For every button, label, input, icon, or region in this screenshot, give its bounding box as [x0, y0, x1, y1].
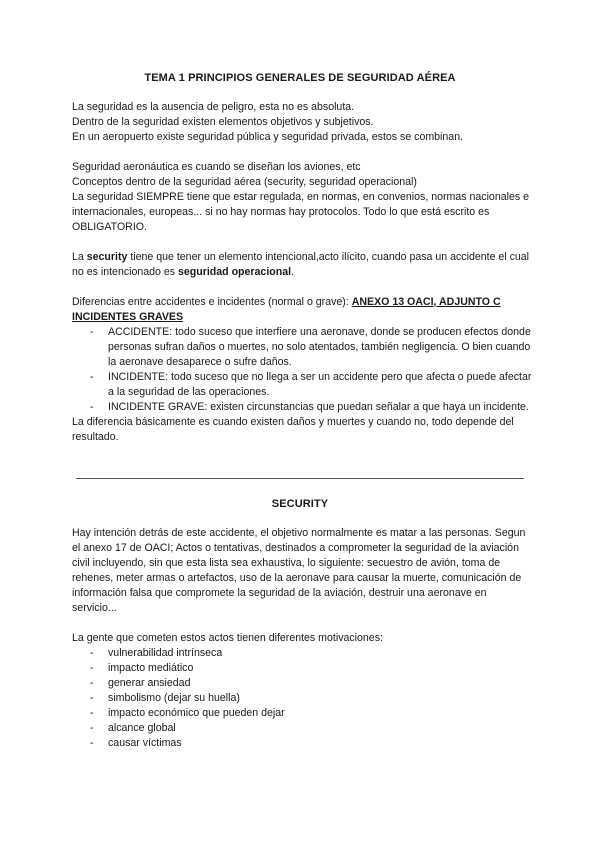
- list-item: - simbolismo (dejar su huella): [72, 691, 532, 706]
- list-item: - INCIDENTE GRAVE: existen circunstancias que puedan señalar a que haya un incidente.: [72, 400, 532, 415]
- security-paragraph: La security tiene que tener un elemento intencional,acto ilícito, cuando pasa un accidente el cual no es intencionado es seguridad operacional.: [72, 251, 530, 278]
- list-item: - impacto económico que pueden dejar: [72, 706, 532, 721]
- paragraph: Dentro de la seguridad existen elementos objetivos y subjetivos.: [72, 116, 374, 128]
- differences-lead: Diferencias entre accidentes e incidentes (normal o grave): ANEXO 13 OACI, ADJUNTO C INCIDENTES GRAVES: [72, 296, 501, 323]
- paragraph: Hay intención detrás de este accidente, el objetivo normalmente es matar a las personas. Segun el anexo 17 de OACI; Actos o tentativas, destinados a comprometer la seguridad de la aviación civil incluyendo, sin que esta lista sea exhaustiva, lo siguiente: secuestro de avión, toma de rehenes, meter armas o artefactos, uso de la aeronave para causar la muerte, comunicación de información falsa que compromete la seguridad de la aviación, destruir una aeronave en servicio...: [72, 527, 526, 614]
- list-item: - generar ansiedad: [72, 676, 532, 691]
- paragraph: Conceptos dentro de la seguridad aérea (security, seguridad operacional): [72, 176, 417, 188]
- paragraph: La seguridad SIEMPRE tiene que estar regulada, en normas, en convenios, normas nacionales e internacionales, europeas... si no hay normas hay protocolos. Todo lo que está escrito es OBLIGATORIO.: [72, 191, 529, 233]
- motivations-list: [72, 646, 532, 751]
- differences-list: [72, 325, 532, 415]
- paragraph: Seguridad aeronáutica es cuando se diseñan los aviones, etc: [72, 161, 361, 173]
- paragraph: En un aeropuerto existe seguridad pública y seguridad privada, estos se combinan.: [72, 131, 464, 143]
- annex-reference: ANEXO 13 OACI, ADJUNTO C INCIDENTES GRAVES: [72, 296, 501, 323]
- list-item: - INCIDENTE: todo suceso que no llega a ser un accidente pero que afecta o puede afectar a la seguridad de las operaciones.: [72, 370, 532, 400]
- body-section-1: [72, 100, 532, 445]
- list-item: - vulnerabilidad intrínseca: [72, 646, 532, 661]
- paragraph: La diferencia básicamente es cuando existen daños y muertes y cuando no, todo depende del resultado.: [72, 416, 514, 443]
- list-item: - ACCIDENTE: todo suceso que interfiere una aeronave, donde se producen efectos donde personas sufran daños o muertes, no solo atentados, también negligencia. O bien cuando la aeronave desaparece o sufre daños.: [72, 325, 532, 370]
- list-item: - alcance global: [72, 721, 532, 736]
- bold-term: seguridad operacional: [178, 266, 292, 278]
- horizontal-divider: [76, 478, 524, 479]
- paragraph: La gente que cometen estos actos tienen diferentes motivaciones:: [72, 632, 383, 644]
- section-title: SECURITY: [271, 498, 329, 510]
- bold-term: security: [86, 251, 128, 263]
- list-item: - causar víctimas: [72, 736, 532, 751]
- paragraph: La seguridad es la ausencia de peligro, esta no es absoluta.: [72, 101, 355, 113]
- page-title: TEMA 1 PRINCIPIOS GENERALES DE SEGURIDAD AÉREA: [144, 72, 456, 84]
- list-item: - impacto mediático: [72, 661, 532, 676]
- body-section-2: [72, 526, 532, 751]
